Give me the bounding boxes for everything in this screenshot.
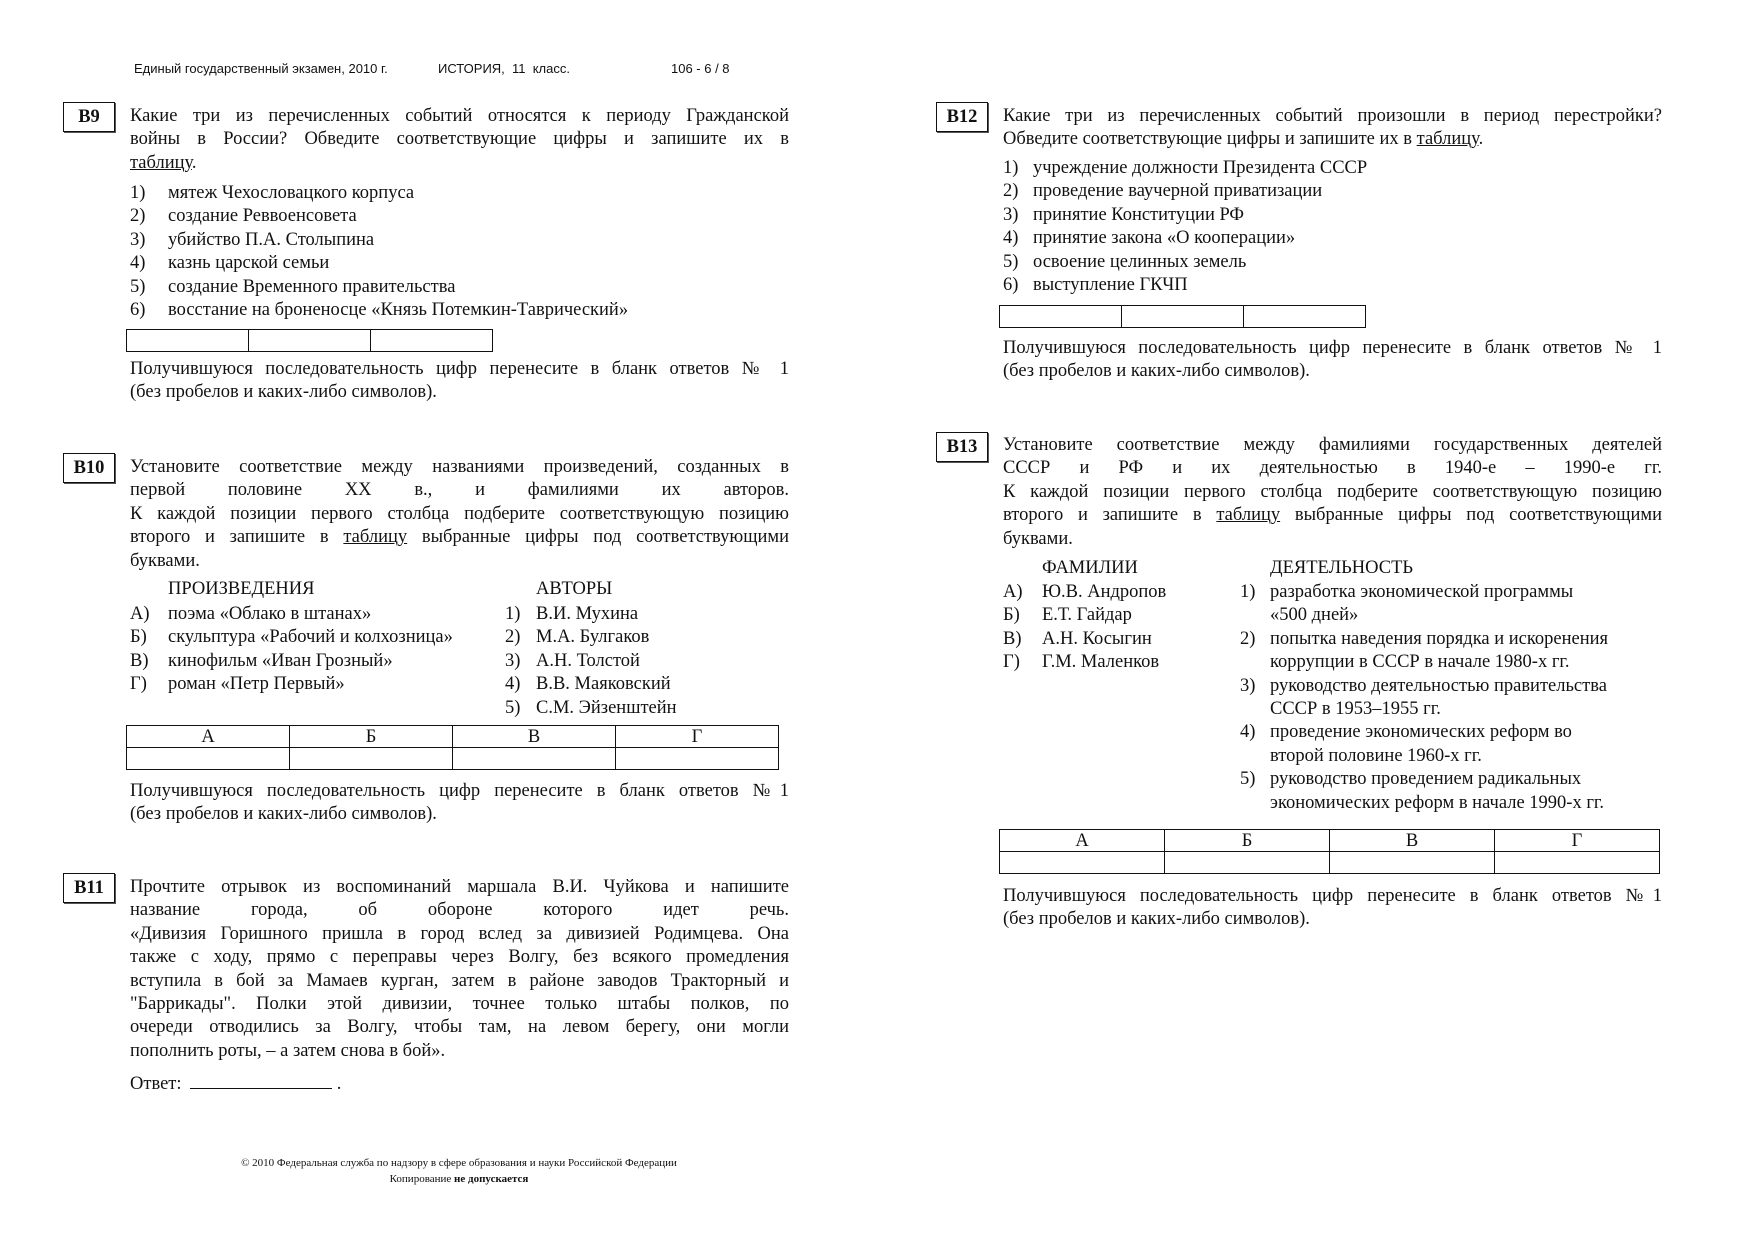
item-number: 5) — [1240, 769, 1256, 790]
answer-cell[interactable] — [290, 748, 453, 770]
text-line: «Дивизия Горишного пришла в город вслед за дивизией Родимцева. Она — [130, 923, 789, 944]
item-number: 3) — [130, 229, 146, 250]
list-item — [1003, 604, 1166, 627]
table-link: таблицу — [1216, 505, 1281, 526]
b13-question — [1003, 434, 1662, 551]
item-text-line: разработка экономической программы — [1270, 582, 1574, 602]
list-item — [505, 697, 677, 720]
item-text — [1270, 768, 1604, 815]
item-text — [536, 650, 640, 673]
item-number: 2) — [1240, 628, 1256, 649]
item-text-line: Г.М. Маленков — [1042, 652, 1160, 673]
item-number: 5) — [1003, 251, 1019, 272]
item-text — [1033, 204, 1244, 227]
column-header: Б — [290, 726, 453, 748]
item-text-line: СССР в 1953–1955 гг. — [1270, 699, 1441, 720]
text-line — [1003, 128, 1662, 151]
item-text-line: проведение экономических реформ во — [1270, 722, 1572, 743]
column-header: Г — [1495, 830, 1660, 852]
b10-works-heading: ПРОИЗВЕДЕНИЯ — [168, 579, 315, 599]
text-line: Какие три из перечисленных событий произошли в период перестройки? — [1003, 106, 1662, 126]
text-line: "Баррикады". Полки этой дивизии, точнее только штабы полков, по — [130, 994, 789, 1015]
item-number: 2) — [1003, 181, 1019, 202]
list-item — [130, 299, 628, 322]
item-number: 3) — [505, 650, 521, 671]
item-text-line: «500 дней» — [1270, 605, 1359, 626]
text-line: Получившуюся последовательность цифр перенесите в бланк ответов № 1 — [130, 359, 789, 379]
answer-cell[interactable] — [1330, 852, 1495, 874]
item-number: Б) — [130, 627, 147, 648]
item-text-line: проведение ваучерной приватизации — [1033, 181, 1323, 202]
answer-cell[interactable] — [371, 330, 493, 352]
table-link: таблицу — [130, 152, 192, 173]
column-header: В — [453, 726, 616, 748]
column-header: В — [1330, 830, 1495, 852]
answer-cell[interactable] — [1000, 306, 1122, 328]
item-text-line: казнь царской семьи — [168, 253, 330, 274]
answer-label: Ответ: — [130, 1074, 182, 1094]
text-line: Получившуюся последовательность цифр перенесите в бланк ответов № 1 — [1003, 338, 1662, 358]
text-line: (без пробелов и каких-либо символов). — [130, 382, 437, 403]
text-line: К каждой позиции первого столбца подберите соответствующую позицию — [130, 503, 789, 524]
item-text-line: восстание на броненосце «Князь Потемкин-Таврический» — [168, 300, 629, 321]
text-line: буквами. — [130, 550, 200, 571]
item-text — [536, 603, 638, 626]
list-item — [130, 276, 628, 299]
item-number: 5) — [505, 697, 521, 718]
item-text-line: А.Н. Косыгин — [1042, 628, 1152, 649]
item-text — [168, 182, 414, 205]
item-text — [1033, 274, 1188, 297]
item-text-line: создание Реввоенсовета — [168, 206, 357, 227]
b13-activities — [1240, 581, 1608, 815]
table-link: таблицу — [1416, 129, 1479, 150]
b10-instruction — [130, 780, 789, 827]
list-item — [1003, 274, 1367, 297]
item-text-line: принятие Конституции РФ — [1033, 204, 1245, 225]
item-number: 1) — [1240, 582, 1256, 602]
item-number: А) — [1003, 582, 1023, 602]
item-text — [1042, 604, 1132, 627]
footer-notice — [196, 1171, 722, 1187]
list-item — [130, 182, 628, 205]
item-text-line: С.М. Эйзенштейн — [536, 697, 677, 718]
item-number: 4) — [1003, 228, 1019, 249]
task-label-b13: B13 — [936, 432, 988, 462]
item-text — [1033, 227, 1295, 250]
item-text — [168, 626, 453, 649]
item-number: Б) — [1003, 605, 1020, 626]
answer-cell[interactable] — [1495, 852, 1660, 874]
item-text-line: Е.Т. Гайдар — [1042, 605, 1132, 626]
item-number: 1) — [505, 604, 521, 624]
item-text — [168, 673, 345, 696]
list-item — [130, 626, 453, 649]
b12-instruction — [1003, 337, 1662, 384]
b9-instruction — [130, 358, 789, 405]
exam-title: Единый государственный экзамен, 2010 г. — [134, 61, 388, 76]
answer-cell[interactable] — [453, 748, 616, 770]
item-text-line: учреждение должности Президента СССР — [1033, 158, 1368, 178]
footer-notice-bold: не допускается — [454, 1173, 529, 1185]
b11-question — [130, 876, 789, 1063]
text-line: Получившуюся последовательность цифр перенесите в бланк ответов №1 — [130, 781, 789, 801]
item-number: 6) — [1003, 275, 1019, 296]
item-text-line: поэма «Облако в штанах» — [168, 604, 372, 624]
list-item — [130, 603, 453, 626]
text-line: вступила в бой за Мамаев курган, затем в районе заводов Тракторный и — [130, 970, 789, 991]
text-line: войны в России? Обведите соответствующие цифры и запишите их в — [130, 129, 789, 150]
answer-cell[interactable] — [1122, 306, 1244, 328]
item-text — [168, 205, 357, 228]
text-line: (без пробелов и каких-либо символов). — [1003, 361, 1310, 382]
answer-cell[interactable] — [1244, 306, 1366, 328]
item-text-line: роман «Петр Первый» — [168, 674, 345, 695]
footer-notice-text: Копирование — [389, 1173, 455, 1185]
item-text-line: мятеж Чехословацкого корпуса — [168, 183, 415, 203]
list-item — [1003, 180, 1367, 203]
text-segment: Обведите соответствующие цифры и запишите их в — [1003, 129, 1417, 150]
answer-cell[interactable] — [127, 330, 249, 352]
list-item — [1003, 651, 1166, 674]
item-text — [1270, 721, 1572, 768]
item-number: 3) — [1240, 675, 1256, 696]
item-number: 1) — [1003, 158, 1019, 178]
answer-field[interactable] — [190, 1070, 332, 1089]
item-text-line: выступление ГКЧП — [1033, 275, 1188, 296]
list-item — [130, 650, 453, 673]
list-item — [130, 229, 628, 252]
answer-cell[interactable] — [1165, 852, 1330, 874]
text-segment: второго и запишите в — [1003, 505, 1217, 526]
column-header: Г — [616, 726, 779, 748]
item-text-line: руководство проведением радикальных — [1270, 769, 1582, 790]
answer-cell[interactable] — [249, 330, 371, 352]
text-line: Установите соответствие между фамилиями государственных деятелей — [1003, 435, 1662, 455]
text-segment: . — [1478, 129, 1484, 150]
text-line: очереди отводились за Волгу, чтобы там, на левом берегу, они могли — [130, 1017, 789, 1038]
text-segment: второго и запишите в — [130, 527, 344, 548]
text-line — [130, 152, 789, 175]
item-number: 2) — [505, 627, 521, 648]
item-number: Г) — [130, 674, 147, 695]
text-line: СССР и РФ и их деятельностью в 1940-е – 1990-е гг. — [1003, 458, 1662, 479]
list-item — [1003, 628, 1166, 651]
item-text-line: второй половине 1960-х гг. — [1270, 745, 1482, 766]
b12-options — [1003, 157, 1367, 297]
item-text-line: кинофильм «Иван Грозный» — [168, 650, 393, 671]
text-line — [130, 526, 789, 549]
b13-activities-heading: ДЕЯТЕЛЬНОСТЬ — [1270, 558, 1413, 578]
item-text-line: Ю.В. Андропов — [1042, 582, 1167, 602]
column-header: А — [127, 726, 290, 748]
item-text-line: экономических реформ в начале 1990-х гг. — [1270, 792, 1605, 813]
text-line: также с ходу, прямо с переправы через Волгу, без всякого промедления — [130, 947, 789, 968]
item-text — [168, 603, 371, 626]
item-text — [536, 626, 649, 649]
list-item — [505, 603, 677, 626]
item-number: В) — [1003, 628, 1022, 649]
b13-names — [1003, 581, 1166, 675]
item-number: А) — [130, 604, 150, 624]
text-segment: . — [191, 152, 197, 173]
list-item — [505, 673, 677, 696]
text-segment: выбранные цифры под соответствующими — [1280, 505, 1662, 526]
task-label-b10: B10 — [63, 453, 115, 483]
b9-options — [130, 182, 628, 322]
b13-instruction — [1003, 885, 1662, 932]
item-number: 4) — [1240, 722, 1256, 743]
answer-period: . — [336, 1074, 342, 1094]
b12-question — [1003, 105, 1662, 152]
list-item — [130, 252, 628, 275]
item-text-line: создание Временного правительства — [168, 276, 456, 297]
item-number: 3) — [1003, 204, 1019, 225]
list-item — [130, 673, 453, 696]
column-header: А — [1000, 830, 1165, 852]
b9-question — [130, 105, 789, 175]
item-number: 2) — [130, 206, 146, 227]
item-text — [168, 276, 455, 299]
b10-authors — [505, 603, 677, 720]
item-text-line: скульптура «Рабочий и колхозница» — [168, 627, 453, 648]
item-text — [168, 252, 329, 275]
item-text — [536, 673, 671, 696]
answer-cell[interactable] — [1000, 852, 1165, 874]
item-text-line: освоение целинных земель — [1033, 251, 1247, 272]
list-item — [1240, 581, 1608, 628]
task-label-b12: B12 — [936, 102, 988, 132]
item-number: 4) — [130, 253, 146, 274]
list-item — [1003, 157, 1367, 180]
item-number: Г) — [1003, 652, 1020, 673]
b11-answer-row — [130, 1070, 341, 1096]
answer-cell[interactable] — [127, 748, 290, 770]
task-label-b9: B9 — [63, 102, 115, 132]
text-line: Получившуюся последовательность цифр перенесите в бланк ответов №1 — [1003, 886, 1662, 906]
b10-question — [130, 456, 789, 573]
item-text — [1042, 651, 1159, 674]
list-item — [130, 205, 628, 228]
item-number: 4) — [505, 674, 521, 695]
list-item — [1003, 251, 1367, 274]
item-text — [168, 299, 628, 322]
text-line: буквами. — [1003, 528, 1073, 549]
text-line: К каждой позиции первого столбца подберите соответствующую позицию — [1003, 481, 1662, 502]
b13-names-heading: ФАМИЛИИ — [1042, 558, 1138, 578]
list-item — [505, 626, 677, 649]
item-text-line: В.В. Маяковский — [536, 674, 671, 695]
item-text-line: убийство П.А. Столыпина — [168, 229, 375, 250]
text-line: Установите соответствие между названиями произведений, созданных в — [130, 457, 789, 477]
text-line: пополнить роты, – а затем снова в бой». — [130, 1040, 446, 1061]
item-text — [168, 229, 374, 252]
b12-answer-table — [999, 305, 1366, 328]
item-text-line: принятие закона «О кооперации» — [1033, 228, 1296, 249]
item-text — [1033, 251, 1246, 274]
text-line: Прочтите отрывок из воспоминаний маршала В.И. Чуйкова и напишите — [130, 877, 789, 897]
item-text-line: А.Н. Толстой — [536, 650, 640, 671]
text-line: (без пробелов и каких-либо символов). — [1003, 909, 1310, 930]
answer-cell[interactable] — [616, 748, 779, 770]
list-item — [505, 650, 677, 673]
text-line: (без пробелов и каких-либо символов). — [130, 804, 437, 825]
b13-answer-table — [999, 829, 1660, 874]
item-number: 5) — [130, 276, 146, 297]
page-number: 106 - 6 / 8 — [671, 61, 730, 76]
b10-authors-heading: АВТОРЫ — [536, 579, 613, 599]
task-label-b11: B11 — [63, 873, 115, 903]
b9-answer-table — [126, 329, 493, 352]
item-text — [1033, 157, 1367, 180]
item-text — [168, 650, 393, 673]
item-text-line: В.И. Мухина — [536, 604, 639, 624]
item-text-line: М.А. Булгаков — [536, 627, 650, 648]
text-line — [1003, 504, 1662, 527]
item-number: 6) — [130, 300, 146, 321]
item-text — [536, 697, 677, 720]
item-text — [1042, 628, 1152, 651]
item-text — [1270, 581, 1573, 628]
item-number: 1) — [130, 183, 146, 203]
text-segment: выбранные цифры под соответствующими — [407, 527, 789, 548]
list-item — [1003, 227, 1367, 250]
subject-title: ИСТОРИЯ, 11 класс. — [438, 61, 570, 76]
item-text — [1270, 628, 1608, 675]
item-text-line: руководство деятельностью правительства — [1270, 675, 1607, 696]
list-item — [1003, 204, 1367, 227]
text-line: Какие три из перечисленных событий относятся к периоду Гражданской — [130, 106, 789, 126]
footer-copyright: © 2010 Федеральная служба по надзору в сфере образования и науки Российской Федерации — [241, 1157, 677, 1169]
list-item — [1003, 581, 1166, 604]
text-line: название города, об обороне которого идет речь. — [130, 900, 789, 921]
item-text — [1033, 180, 1322, 203]
item-text — [1042, 581, 1166, 604]
table-link: таблицу — [343, 527, 408, 548]
b10-works — [130, 603, 453, 697]
item-number: В) — [130, 650, 149, 671]
item-text — [1270, 675, 1607, 722]
list-item — [1240, 675, 1608, 722]
text-line: первой половине XX в., и фамилиями их авторов. — [130, 480, 789, 501]
item-text-line: попытка наведения порядка и искоренения — [1270, 628, 1609, 649]
list-item — [1240, 768, 1608, 815]
list-item — [1240, 628, 1608, 675]
column-header: Б — [1165, 830, 1330, 852]
item-text-line: коррупции в СССР в начале 1980-х гг. — [1270, 652, 1570, 673]
b10-answer-table — [126, 725, 779, 770]
list-item — [1240, 721, 1608, 768]
